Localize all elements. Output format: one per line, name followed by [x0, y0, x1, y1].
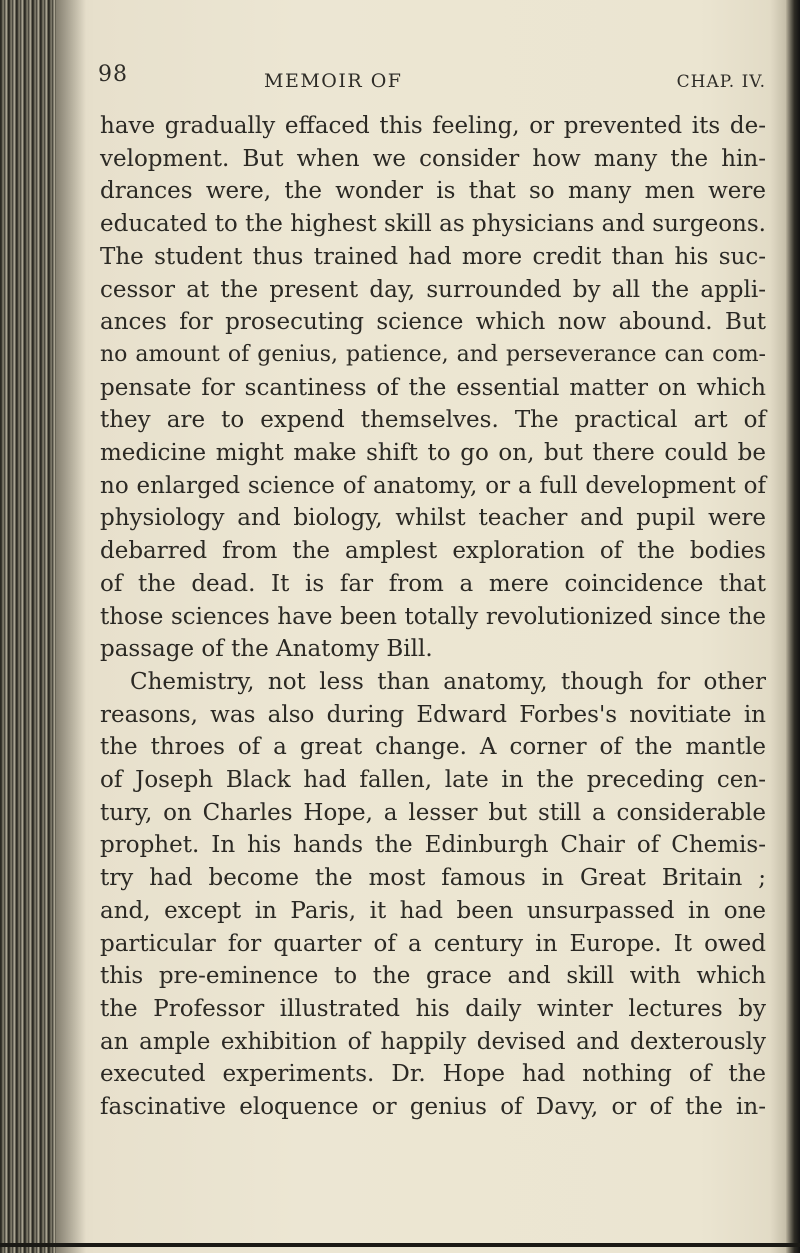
text-line: cessor at the present day, surrounded by all the appli- — [100, 276, 766, 303]
text-line: have gradually effaced this feeling, or prevented its de- — [100, 113, 766, 139]
text-line: the throes of a great change. A corner of the mantle — [100, 734, 766, 761]
text-line: this pre-eminence to the grace and skill with which — [100, 963, 766, 990]
text-line: no enlarged science of anatomy, or a full development of — [100, 472, 766, 499]
page-right-edge — [786, 0, 800, 1253]
text-line: particular for quarter of a century in Europe. It owed — [100, 930, 766, 957]
text-line: tury, on Charles Hope, a lesser but still a considerable — [100, 799, 766, 826]
text-line: prophet. In his hands the Edinburgh Chair of Chemis- — [100, 832, 766, 859]
text-line: the Professor illustrated his daily winter lectures by — [100, 995, 766, 1022]
text-line: no amount of genius, patience, and perseverance can com- — [100, 341, 766, 367]
text-line: an ample exhibition of happily devised and dexterously — [100, 1028, 766, 1055]
text-line: educated to the highest skill as physicians and surgeons. — [100, 211, 766, 238]
text-line: reasons, was also during Edward Forbes's novitiate in — [100, 701, 766, 728]
paragraph-1 — [100, 110, 766, 666]
text-line: Chemistry, not less than anatomy, though for other — [130, 668, 766, 695]
text-line: pensate for scantiness of the essential matter on which — [100, 374, 766, 401]
book-binding-edge — [0, 0, 56, 1253]
gutter-shadow — [56, 0, 86, 1253]
text-line: of the dead. It is far from a mere coincidence that — [100, 570, 766, 597]
text-line: fascinative eloquence or genius of Davy, or of the in- — [100, 1094, 766, 1121]
text-line: those sciences have been totally revolutionized since the — [100, 603, 766, 630]
text-line: ances for prosecuting science which now abound. But — [100, 309, 766, 336]
text-line: they are to expend themselves. The practical art of — [100, 407, 766, 434]
text-line: medicine might make shift to go on, but there could be — [100, 440, 766, 467]
page-number: 98 — [98, 62, 128, 87]
paragraph-2 — [100, 666, 766, 1124]
body-text — [100, 110, 766, 1124]
text-line: The student thus trained had more credit than his suc- — [100, 243, 766, 270]
text-line: executed experiments. Dr. Hope had nothing of the — [100, 1061, 766, 1088]
chapter-label: CHAP. IV. — [676, 72, 766, 92]
text-line: of Joseph Black had fallen, late in the preceding cen- — [100, 767, 766, 794]
text-line: velopment. But when we consider how many the hin- — [100, 145, 766, 172]
text-line: debarred from the amplest exploration of the bodies — [100, 538, 766, 565]
text-line: physiology and biology, whilst teacher and pupil were — [100, 505, 766, 532]
text-line: drances were, the wonder is that so many men were — [100, 178, 766, 205]
text-line: try had become the most famous in Great Britain ; — [100, 865, 766, 892]
running-title: MEMOIR OF — [264, 70, 403, 92]
text-line: and, except in Paris, it had been unsurpassed in one — [100, 897, 766, 924]
text-line: passage of the Anatomy Bill. — [100, 636, 433, 663]
page-bottom-edge — [0, 1243, 800, 1247]
running-header — [98, 62, 766, 102]
